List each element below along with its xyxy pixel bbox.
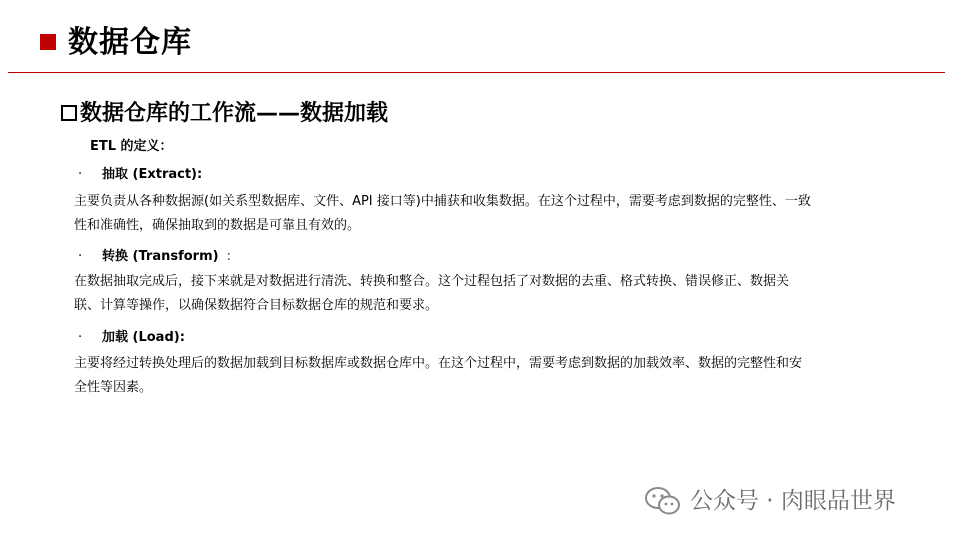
- item-load-title: [78, 328, 185, 348]
- watermark: [644, 484, 896, 518]
- checkbox-icon: [61, 105, 77, 121]
- wechat-icon: [644, 486, 682, 516]
- item-transform-body: 在数据抽取完成后，接下来就是对数据进行清洗、转换和整合。这个过程包括了对数据的去重、格式转换、错误修正、数据关联、计算等操作，以确保数据符合目标数据仓库的规范和要求。: [74, 274, 790, 313]
- item-load-label: 加载 (Load):: [102, 330, 185, 345]
- item-transform-title: [78, 247, 231, 267]
- bullet-icon: ·: [78, 249, 83, 264]
- page-title: 数据仓库: [68, 25, 192, 60]
- item-extract-body: 主要负责从各种数据源(如关系型数据库、文件、API 接口等)中捕获和收集数据。在这个过程中，需要考虑到数据的完整性、一致性和准确性，确保抽取到的数据是可靠且有效的。: [74, 194, 811, 233]
- section-heading-text: 数据仓库的工作流——数据加载: [80, 101, 389, 126]
- title-divider: [8, 72, 945, 73]
- item-load-body: 主要将经过转换处理后的数据加载到目标数据库或数据仓库中。在这个过程中，需要考虑到数据的加载效率、数据的完整性和安全性等因素。: [74, 356, 803, 395]
- bullet-icon: ·: [78, 330, 83, 345]
- watermark-text: 公众号 · 肉眼品世界: [690, 488, 896, 514]
- etl-definition-label: ETL 的定义：: [90, 139, 173, 154]
- bullet-icon: ·: [78, 167, 83, 182]
- section-heading: [60, 98, 388, 130]
- item-extract-title: [78, 165, 202, 185]
- item-transform-colon: :: [226, 249, 231, 264]
- title-marker: [40, 34, 56, 50]
- item-extract-label: 抽取 (Extract):: [102, 167, 203, 182]
- item-transform-label: 转换 (Transform): [102, 249, 219, 264]
